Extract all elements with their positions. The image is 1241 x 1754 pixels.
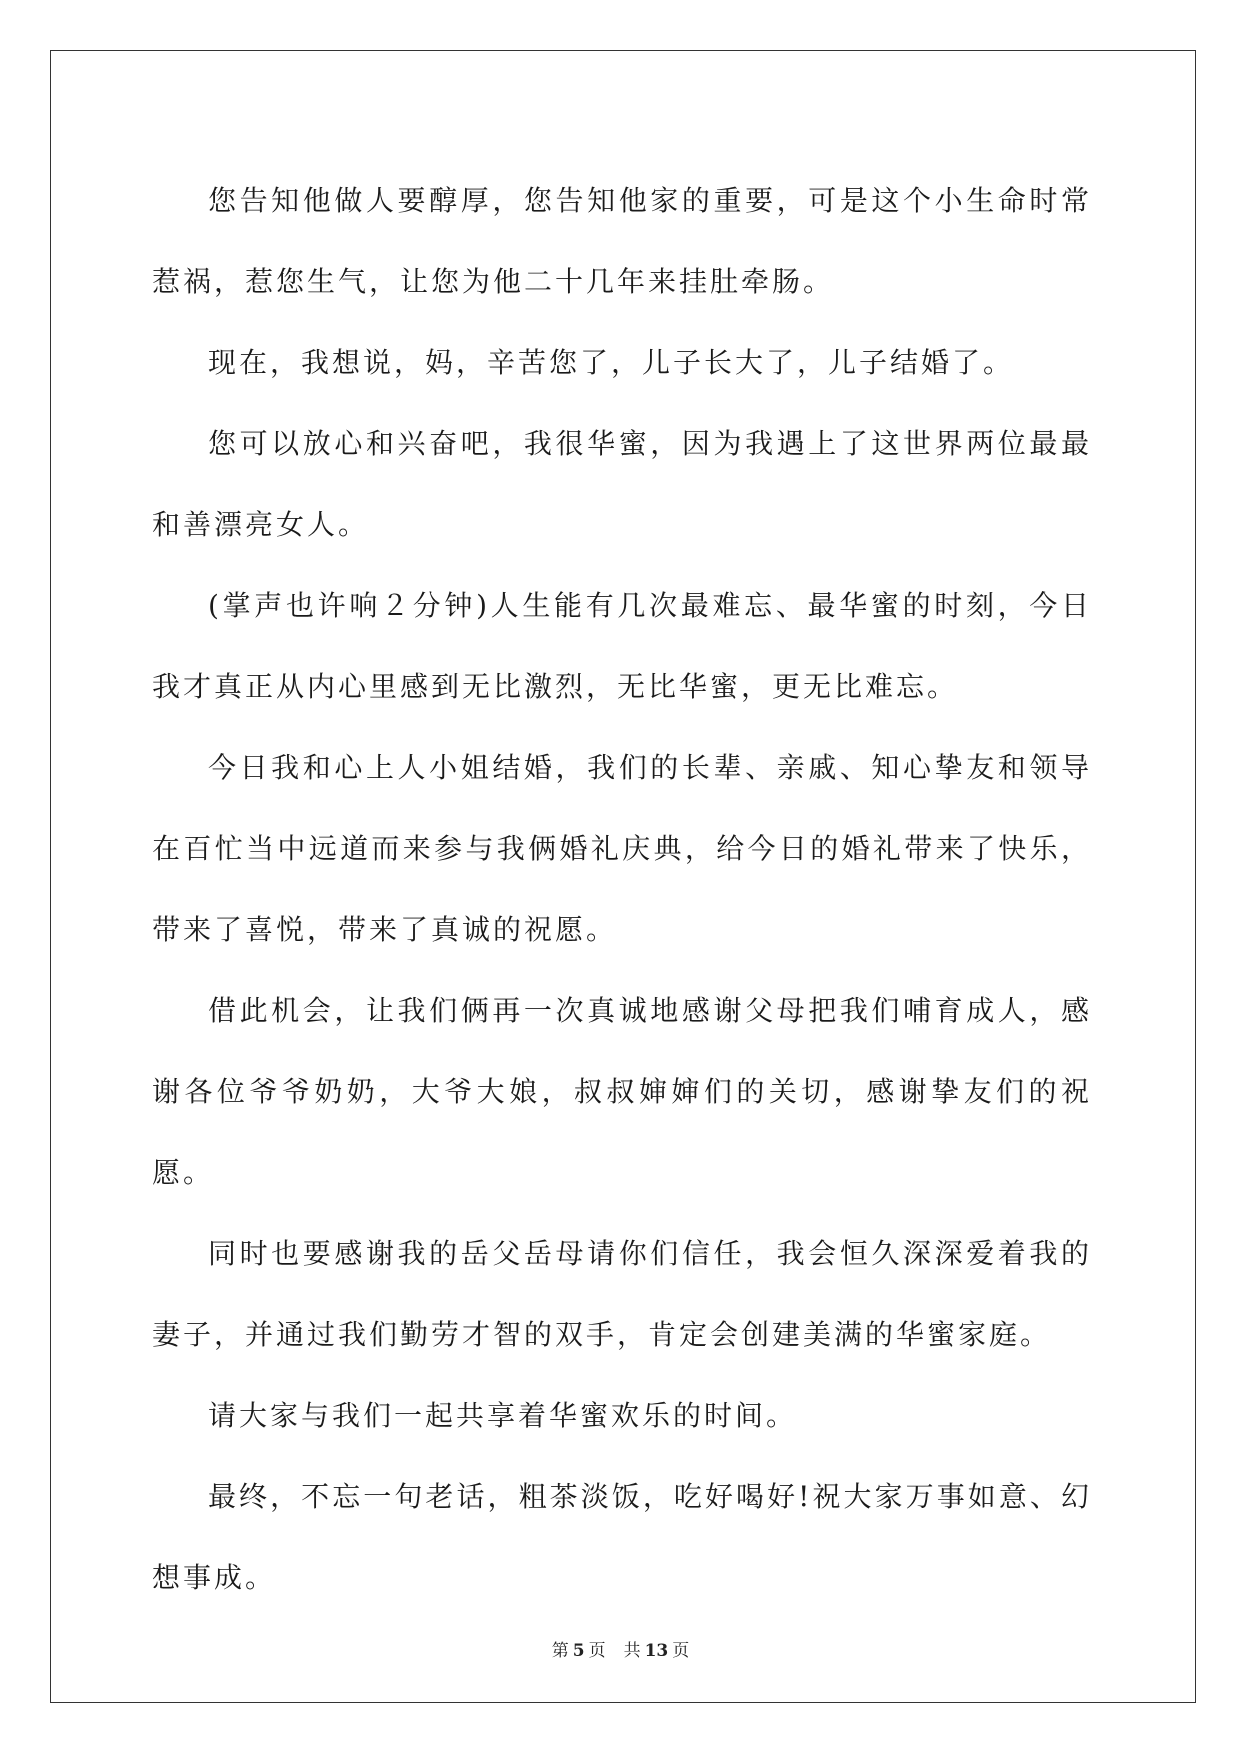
footer-prefix: 第	[551, 1641, 569, 1661]
paragraph: 您告知他做人要醇厚，您告知他家的重要，可是这个小生命时常惹祸，惹您生气，让您为他二十几年来挂肚牵肠。	[152, 184, 1092, 298]
paragraph: (掌声也许响２分钟)人生能有几次最难忘、最华蜜的时刻，今日我才真正从内心里感到无比激烈，无比华蜜，更无比难忘。	[152, 589, 1092, 703]
page-footer	[0, 1636, 1241, 1661]
paragraph: 请大家与我们一起共享着华蜜欢乐的时间。	[208, 1399, 798, 1432]
footer-total-suffix: 页	[672, 1641, 690, 1661]
paragraph: 今日我和心上人小姐结婚，我们的长辈、亲戚、知心挚友和领导在百忙当中远道而来参与我俩婚礼庆典，给今日的婚礼带来了快乐，带来了喜悦，带来了真诚的祝愿。	[152, 751, 1092, 946]
total-pages: 13	[644, 1641, 669, 1661]
paragraph: 您可以放心和兴奋吧，我很华蜜，因为我遇上了这世界两位最最和善漂亮女人。	[152, 427, 1092, 541]
paragraph: 同时也要感谢我的岳父岳母请你们信任，我会恒久深深爱着我的妻子，并通过我们勤劳才智的双手，肯定会创建美满的华蜜家庭。	[152, 1237, 1092, 1351]
paragraph: 现在，我想说，妈，辛苦您了，儿子长大了，儿子结婚了。	[208, 346, 1015, 379]
footer-page-suffix: 页	[588, 1641, 606, 1661]
paragraph: 最终，不忘一句老话，粗茶淡饭，吃好喝好!祝大家万事如意、幻想事成。	[152, 1480, 1092, 1594]
footer-total-prefix: 共	[623, 1641, 641, 1661]
paragraph: 借此机会，让我们俩再一次真诚地感谢父母把我们哺育成人，感谢各位爷爷奶奶，大爷大娘，叔叔婶婶们的关切，感谢挚友们的祝愿。	[152, 994, 1092, 1189]
document-body	[152, 160, 1092, 1618]
page-number: 5	[572, 1641, 585, 1661]
